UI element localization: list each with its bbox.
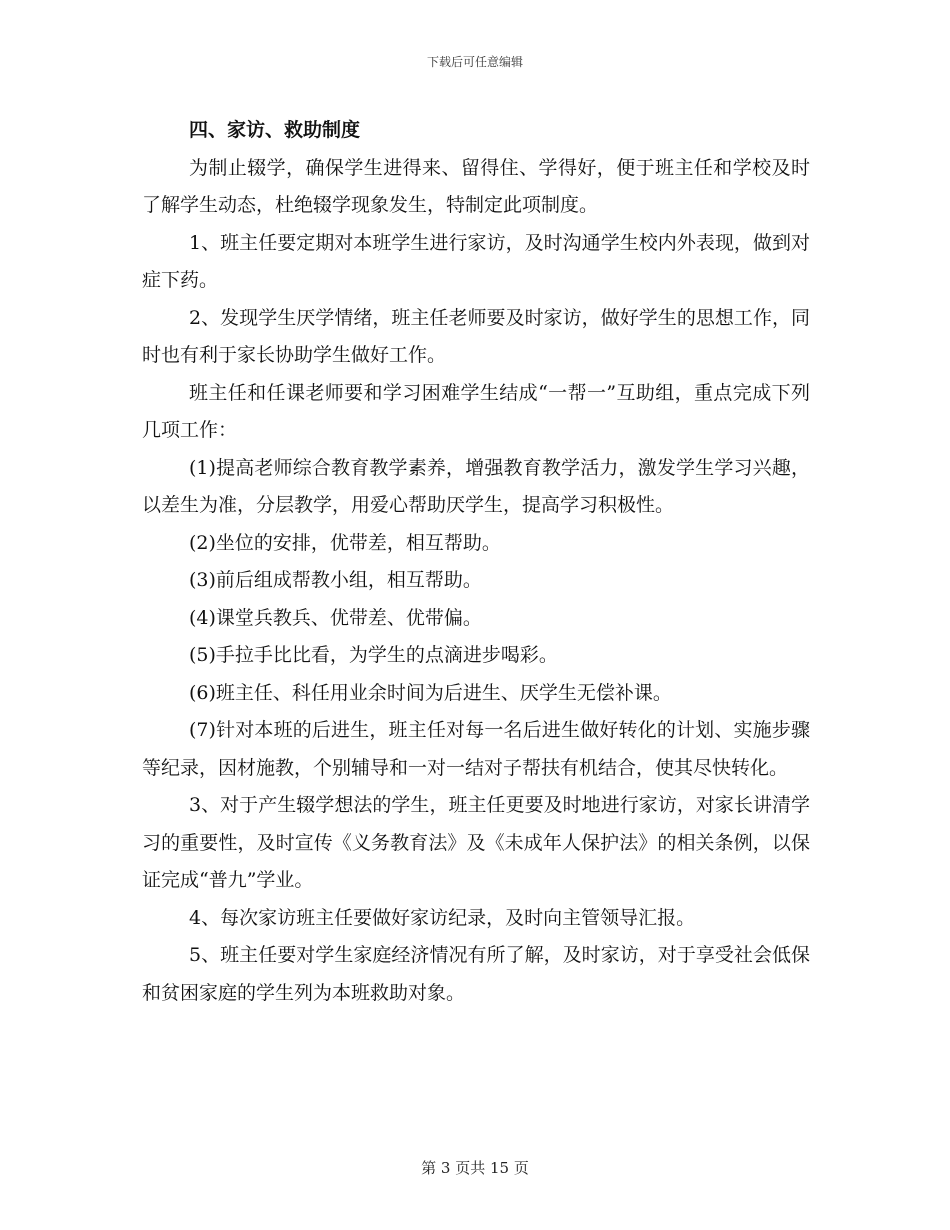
- paragraph-item-1: 1、班主任要定期对本班学生进行家访，及时沟通学生校内外表现，做到对症下药。: [142, 231, 810, 291]
- header-note: 下载后可任意编辑: [426, 55, 523, 69]
- section-heading: 四、家访、救助制度: [189, 119, 361, 141]
- paragraph-sub-2: (2)坐位的安排，优带差，相互帮助。: [189, 531, 501, 554]
- paragraph-sub-3: (3)前后组成帮教小组，相互帮助。: [189, 569, 482, 591]
- page-number: 第 3 页共 15 页: [421, 1159, 529, 1177]
- paragraph-sub-1: (1)提高老师综合教育教学素养，增强教育教学活力，激发学生学习兴趣，以差生为准，分层教学，用爱心帮助厌学生，提高学习积极性。: [142, 456, 810, 516]
- paragraph-sub-4: (4)课堂兵教兵、优带差、优带偏。: [189, 606, 482, 629]
- paragraph-item-5: 5、班主任要对学生家庭经济情况有所了解，及时家访，对于享受社会低保和贫困家庭的学生列为本班救助对象。: [142, 944, 810, 1004]
- paragraph-sub-6: (6)班主任、科任用业余时间为后进生、厌学生无偿补课。: [189, 681, 672, 704]
- document-body: [142, 112, 810, 1012]
- paragraph-mutual-help: 班主任和任课老师要和学习困难学生结成“一帮一”互助组，重点完成下列几项工作：: [142, 381, 810, 441]
- paragraph-item-3: 3、对于产生辍学想法的学生，班主任更要及时地进行家访，对家长讲清学习的重要性，及时宣传《义务教育法》及《未成年人保护法》的相关条例，以保证完成“普九”学业。: [142, 794, 810, 891]
- paragraph-intro: 为制止辍学，确保学生进得来、留得住、学得好，便于班主任和学校及时了解学生动态，杜绝辍学现象发生，特制定此项制度。: [142, 156, 810, 216]
- paragraph-sub-5: (5)手拉手比比看，为学生的点滴进步喝彩。: [189, 644, 558, 666]
- paragraph-item-4: 4、每次家访班主任要做好家访纪录，及时向主管领导汇报。: [189, 906, 696, 929]
- paragraph-item-2: 2、发现学生厌学情绪，班主任老师要及时家访，做好学生的思想工作，同时也有利于家长协助学生做好工作。: [142, 306, 810, 366]
- paragraph-sub-7: (7)针对本班的后进生，班主任对每一名后进生做好转化的计划、实施步骤等纪录，因材施教，个别辅导和一对一结对子帮扶有机结合，使其尽快转化。: [142, 719, 810, 779]
